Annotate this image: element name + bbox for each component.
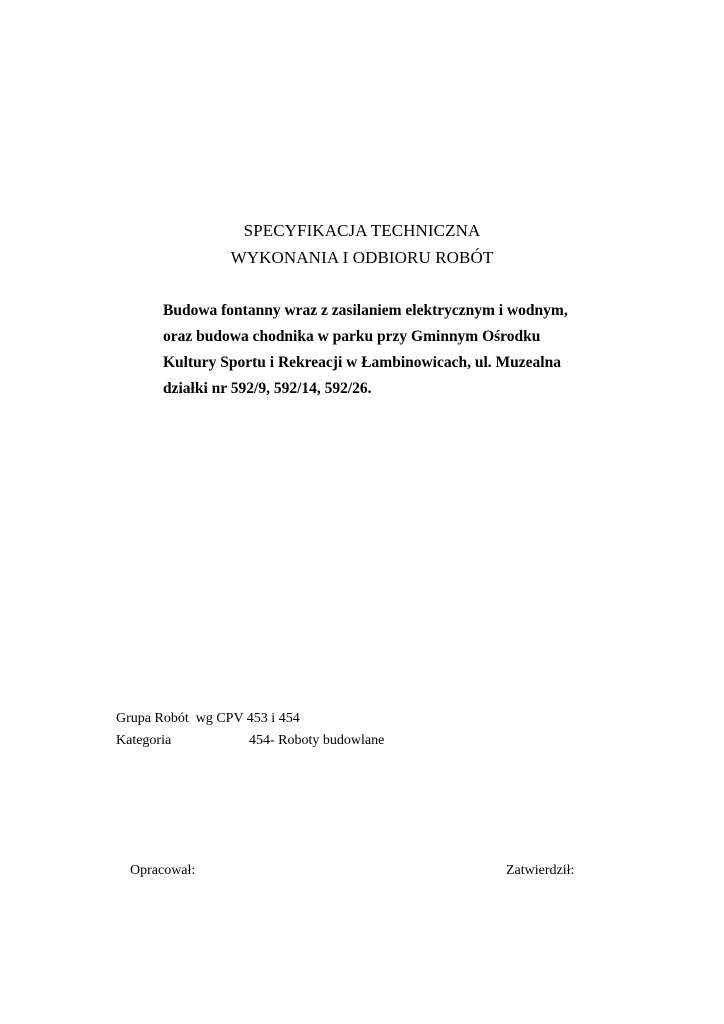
document-title-line-1: SPECYFIKACJA TECHNICZNA — [243, 221, 481, 240]
category-label: Kategoria — [116, 733, 172, 748]
category-value: 454- Roboty budowlane — [249, 733, 385, 748]
work-group-label: Grupa Robót wg CPV 453 i 454 — [116, 711, 300, 726]
subject-line: działki nr 592/9, 592/14, 592/26. — [163, 380, 372, 397]
approved-by-label: Zatwierdził: — [506, 863, 575, 878]
subject-line: Kultury Sportu i Rekreacji w Łambinowicach, ul. Muzealna — [163, 354, 561, 371]
work-group-line — [116, 710, 300, 728]
category-line — [116, 732, 384, 750]
prepared-by-label: Opracował: — [130, 863, 196, 878]
subject-line: Budowa fontanny wraz z zasilaniem elektrycznym i wodnym, — [163, 302, 568, 319]
subject-line: oraz budowa chodnika w parku przy Gminnym Ośrodku — [163, 328, 541, 345]
project-subject — [163, 298, 633, 402]
document-title-line-2: WYKONANIA I ODBIORU ROBÓT — [230, 248, 494, 267]
